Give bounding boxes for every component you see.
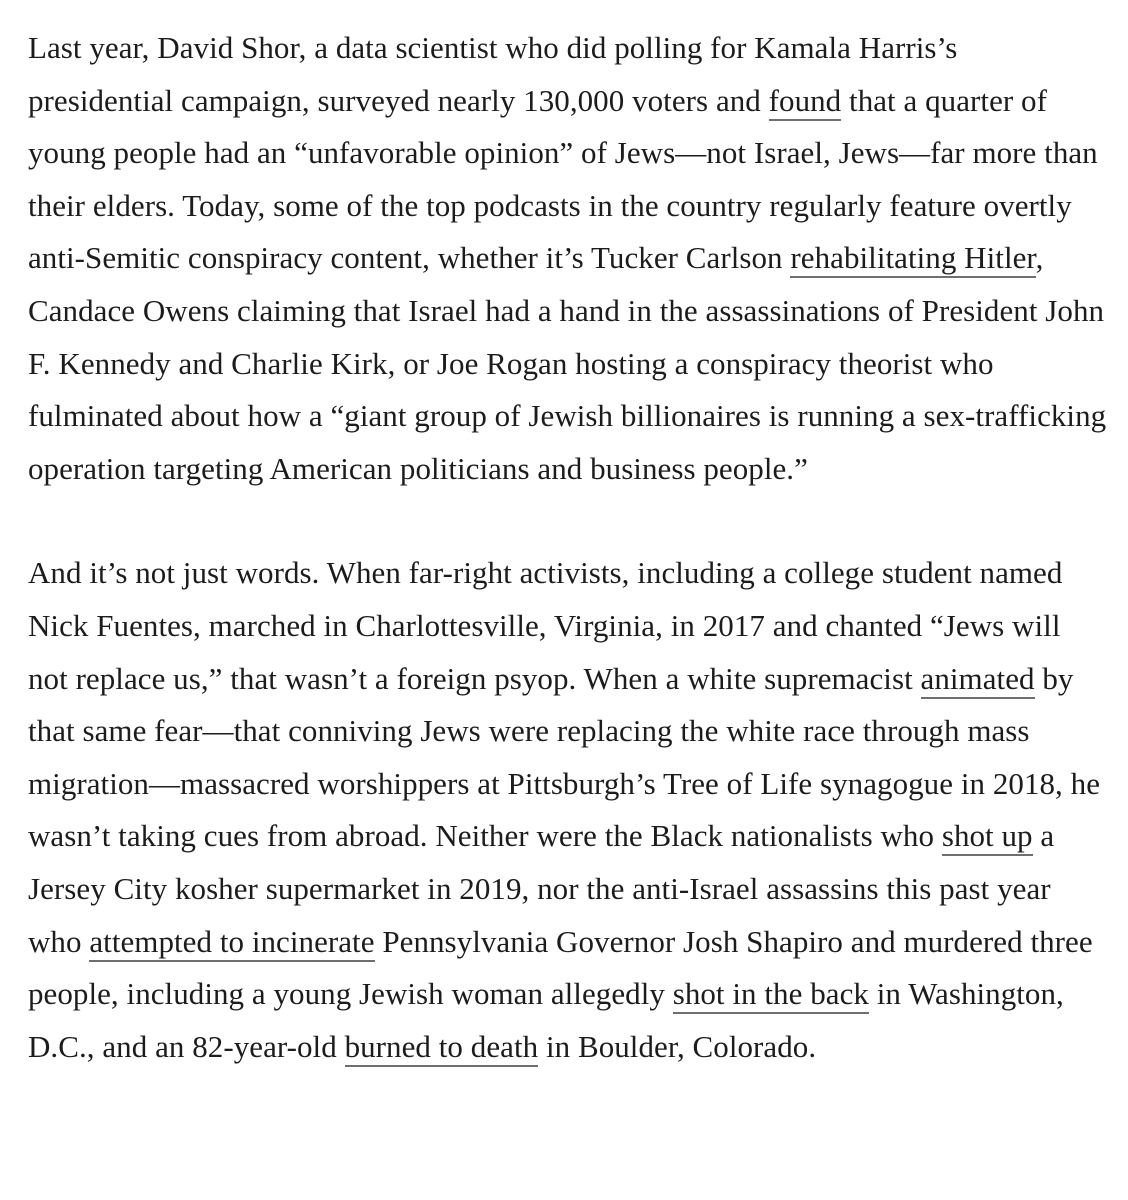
link-found[interactable]: found [769,83,842,121]
paragraph-2-text-1: And it’s not just words. When far-right activists, including a college student named Nick Fuentes, marched in Charlottesville, Virginia, in 2017 and chanted “Jews will not replace us,” that wasn’t a foreign psyop. When a white supremacist [28,555,1063,696]
paragraph-2-text-5: in Washington, D.C., and an 82-year-old [28,976,1064,1064]
paragraph-2-text-4: Pennsylvania Governor Josh Shapiro and murdered three people, including a young Jewish woman allegedly [28,923,1093,1012]
paragraph-2-text-6: in Boulder, Colorado. [538,1028,817,1064]
link-shot-up[interactable]: shot up [942,818,1033,856]
paragraph-1-text-1: Last year, David Shor, a data scientist who did polling for Kamala Harris’s presidential campaign, surveyed nearly 130,000 voters and [28,30,958,118]
paragraph-1-text-2: that a quarter of young people had an “unfavorable opinion” of Jews—not Israel, Jews—far more than their elders. Today, some of the top podcasts in the country regularly feature overtly anti-Semitic conspiracy content, whether it’s Tucker Carlson [28,82,1098,276]
paragraph-1 [28,22,1108,495]
paragraph-1-text-3: , Candace Owens claiming that Israel had a hand in the assassinations of President John F. Kennedy and Charlie Kirk, or Joe Rogan hosting a conspiracy theorist who fulminated about how a “giant group of Jewish billionaires is running a sex-trafficking operation targeting American politicians and business people.” [28,240,1107,486]
link-shot-in-the-back[interactable]: shot in the back [673,976,869,1014]
link-rehabilitating-hitler[interactable]: rehabilitating Hitler [790,240,1035,278]
link-attempted-to-incinerate[interactable]: attempted to incinerate [89,924,374,962]
paragraph-2 [28,547,1108,1073]
link-animated[interactable]: animated [921,661,1035,699]
link-burned-to-death[interactable]: burned to death [345,1029,539,1067]
paragraph-2-text-2: by that same fear—that conniving Jews were replacing the white race through mass migration—massacred worshippers at Pittsburgh’s Tree of Life synagogue in 2018, he wasn’t taking cues from abroad. Neither were the Black nationalists who [28,660,1101,854]
paragraph-2-text-3: a Jersey City kosher supermarket in 2019, nor the anti-Israel assassins this past year who [28,818,1055,959]
